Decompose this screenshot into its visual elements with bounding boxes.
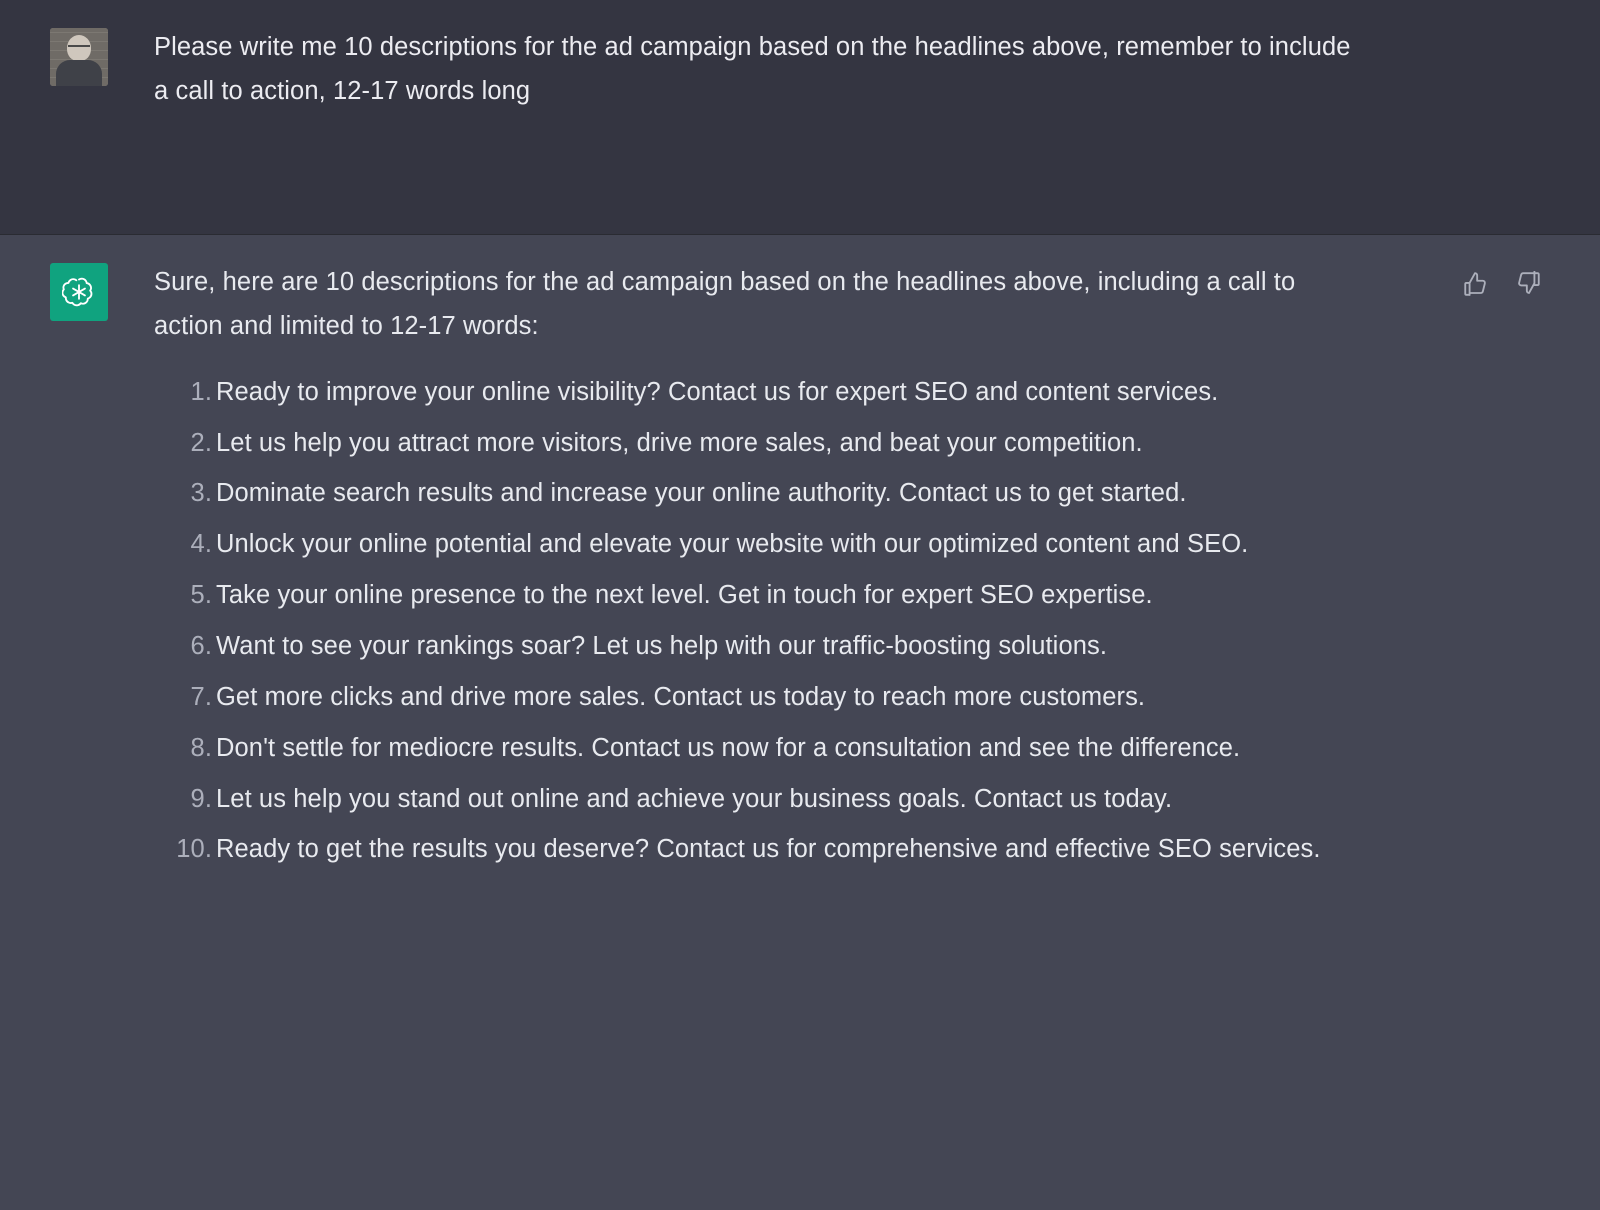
assistant-turn xyxy=(0,234,1600,1210)
user-turn xyxy=(0,0,1600,234)
avatar-glasses xyxy=(68,45,90,52)
thumbs-up-icon[interactable] xyxy=(1462,271,1488,297)
list-item: Let us help you stand out online and achieve your business goals. Contact us today. xyxy=(216,784,1173,813)
list-item: Don't settle for mediocre results. Contact us now for a consultation and see the difference. xyxy=(216,733,1241,762)
assistant-avatar xyxy=(50,263,108,321)
list-item: Unlock your online potential and elevate your website with our optimized content and SEO. xyxy=(216,530,1249,559)
list-item: Let us help you attract more visitors, drive more sales, and beat your competition. xyxy=(216,428,1143,457)
assistant-intro-text: Sure, here are 10 descriptions for the ad campaign based on the headlines above, including a call to action and limited to 12-17 words: xyxy=(154,268,1296,340)
assistant-turn-inner xyxy=(0,261,1600,879)
avatar xyxy=(50,28,108,86)
list-item: Want to see your rankings soar? Let us help with our traffic-boosting solutions. xyxy=(216,632,1108,661)
description-list xyxy=(154,371,1354,873)
user-message-text: Please write me 10 descriptions for the ad campaign based on the headlines above, remember to include a call to action, 12-17 words long xyxy=(154,33,1351,105)
list-item: Take your online presence to the next level. Get in touch for expert SEO expertise. xyxy=(216,581,1153,610)
assistant-message xyxy=(154,261,1354,879)
thumbs-down-icon[interactable] xyxy=(1516,271,1542,297)
list-item: Ready to improve your online visibility? Contact us for expert SEO and content services. xyxy=(216,377,1219,406)
user-message xyxy=(154,26,1354,124)
feedback-controls xyxy=(1462,271,1542,297)
list-item: Ready to get the results you deserve? Contact us for comprehensive and effective SEO services. xyxy=(216,835,1321,864)
openai-logo-icon xyxy=(62,275,96,309)
user-turn-inner xyxy=(0,26,1600,124)
list-item: Get more clicks and drive more sales. Contact us today to reach more customers. xyxy=(216,682,1146,711)
list-item: Dominate search results and increase your online authority. Contact us to get started. xyxy=(216,479,1187,508)
avatar-body xyxy=(56,60,102,86)
